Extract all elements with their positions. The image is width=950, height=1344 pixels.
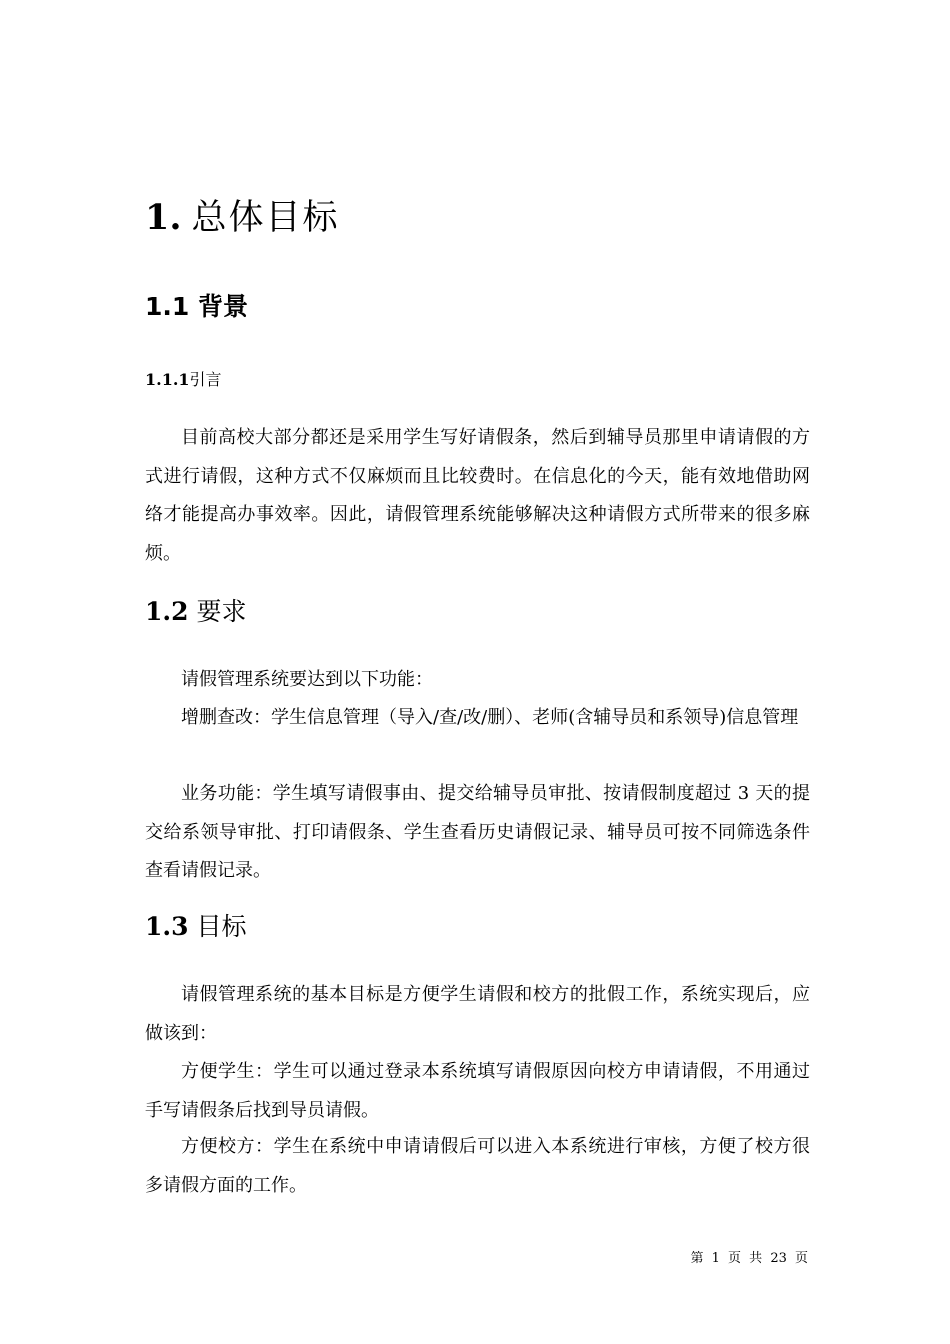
section-heading-1-2 [145,594,246,630]
page-footer: 第 1 页 共 23 页 [690,1251,808,1266]
subsection-heading-1-1-1 [145,368,222,392]
requirements-paragraph-1: 请假管理系统要达到以下功能： [181,669,433,690]
section-title: 目标 [196,912,247,941]
subsection-number: 1.1.1 [145,370,190,389]
goals-paragraph-3: 方便校方：学生在系统中申请请假后可以进入本系统进行审核，方便了校方很多请假方面的工作。 [145,1136,810,1196]
goals-paragraph-2: 方便学生：学生可以通过登录本系统填写请假原因向校方申请请假，不用通过手写请假条后找到导员请假。 [145,1061,810,1121]
section-number: 1.2 [145,597,189,626]
goals-paragraph-1: 请假管理系统的基本目标是方便学生请假和校方的批假工作，系统实现后，应做该到： [145,984,810,1044]
chapter-number: 1. [145,197,182,238]
intro-paragraph: 目前高校大部分都还是采用学生写好请假条，然后到辅导员那里申请请假的方式进行请假，这种方式不仅麻烦而且比较费时。在信息化的今天，能有效地借助网络才能提高办事效率。因此，请假管理系统能够解决这种请假方式所带来的很多麻烦。 [145,427,810,564]
section-number: 1.1 [145,292,190,321]
section-title: 要求 [196,597,247,626]
section-heading-1-1 [145,289,248,325]
chapter-title: 总体目标 [191,198,340,238]
section-number: 1.3 [145,912,189,941]
requirements-paragraph-3: 业务功能：学生填写请假事由、提交给辅导员审批、按请假制度超过 3 天的提交给系领导审批、打印请假条、学生查看历史请假记录、辅导员可按不同筛选条件查看请假记录。 [145,783,810,881]
section-title: 背景 [198,292,249,321]
subsection-title: 引言 [189,370,222,389]
requirements-paragraph-2: 增删查改：学生信息管理（导入/查/改/删）、老师(含辅导员和系领导)信息管理 [181,707,799,728]
section-heading-1-3 [145,909,246,945]
chapter-heading [145,193,340,243]
